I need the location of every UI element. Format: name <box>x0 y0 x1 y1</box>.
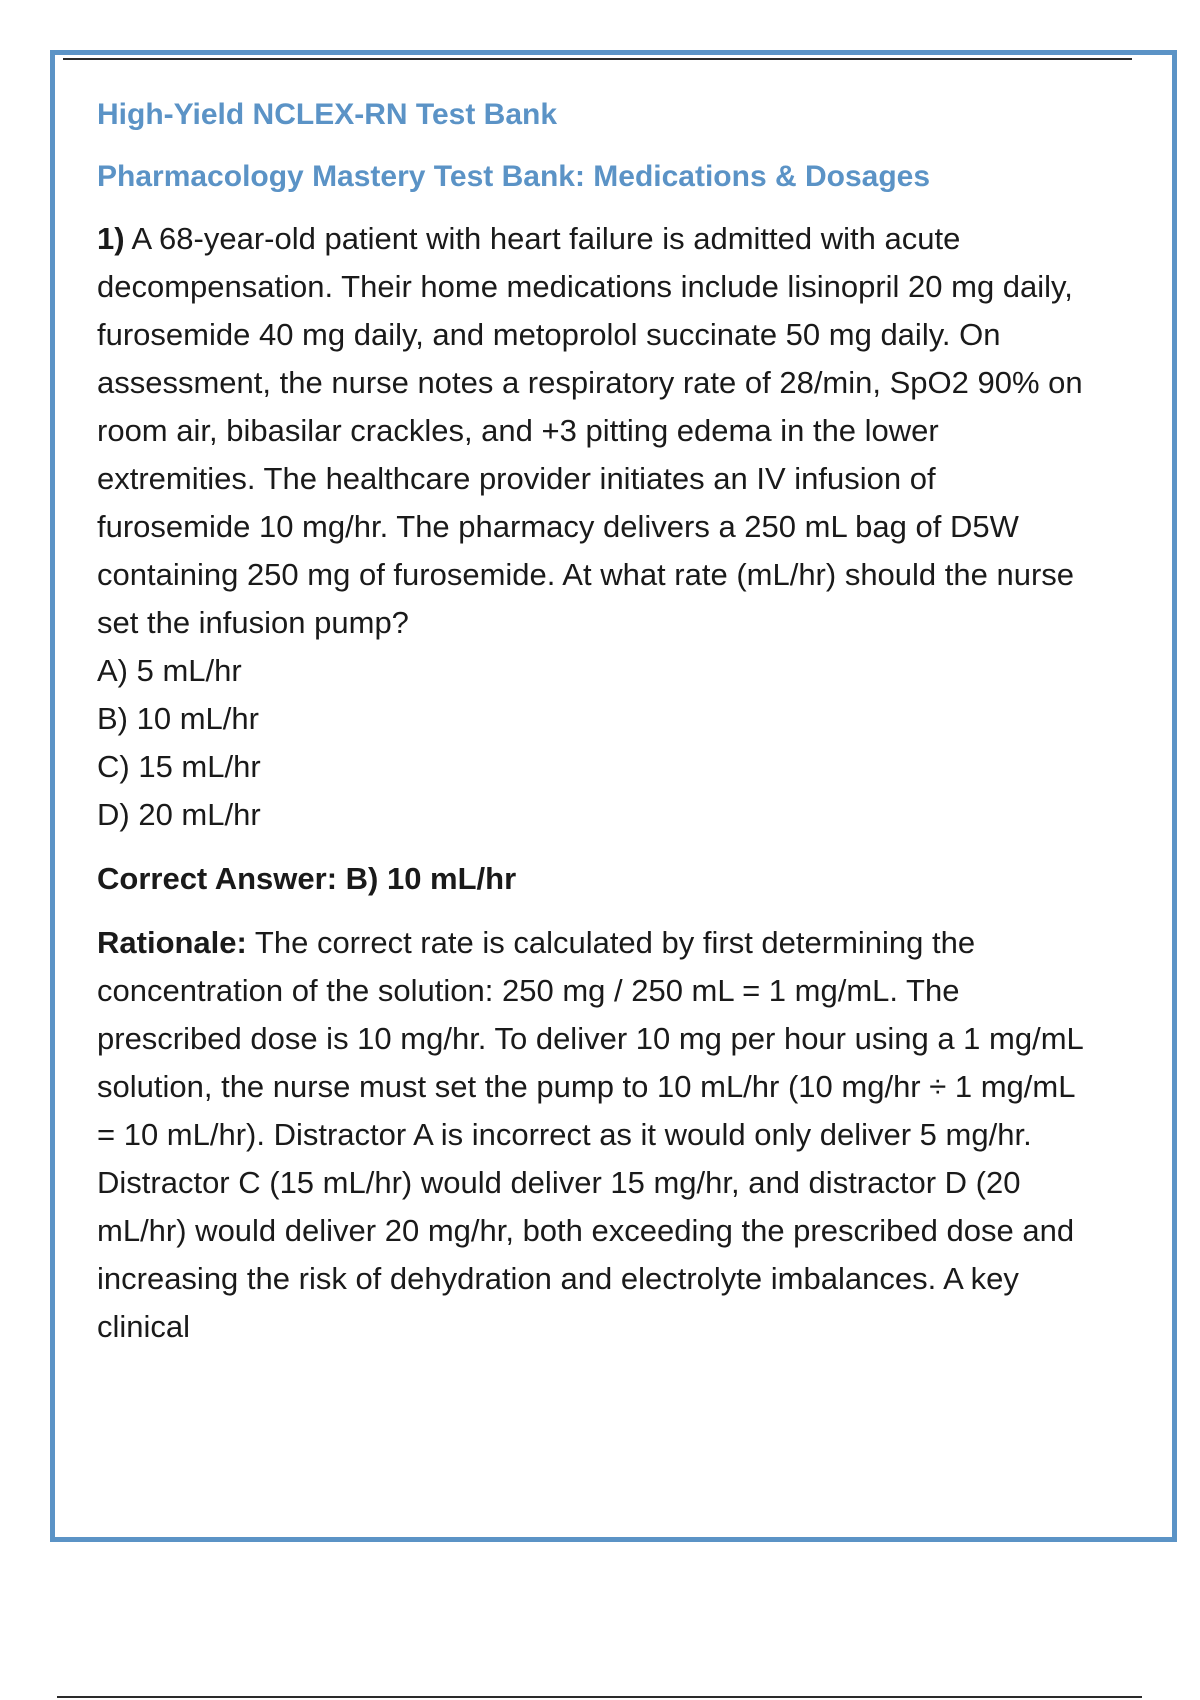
document-subtitle: Pharmacology Mastery Test Bank: Medications & Dosages <box>97 160 931 193</box>
rationale-label: Rationale: <box>97 925 247 960</box>
rationale <box>97 919 1087 1351</box>
document-content <box>97 95 1087 1351</box>
option-b: B) 10 mL/hr <box>97 701 259 736</box>
answer-options <box>97 647 1087 839</box>
document-title: High-Yield NCLEX-RN Test Bank <box>97 98 558 131</box>
question-body: A 68-year-old patient with heart failure is admitted with acute decompensation. Their home medications include lisinopril 20 mg daily, furosemide 40 mg daily, and metoprolol succinate 50 mg daily. On assessment, the nurse notes a respiratory rate of 28/min, SpO2 90% on room air, bibasilar crackles, and +3 pitting edema in the lower extremities. The healthcare provider initiates an IV infusion of furosemide 10 mg/hr. The pharmacy delivers a 250 mL bag of D5W containing 250 mg of furosemide. At what rate (mL/hr) should the nurse set the infusion pump? <box>97 221 1083 640</box>
question-number: 1) <box>97 221 125 256</box>
option-a: A) 5 mL/hr <box>97 653 242 688</box>
rationale-text: The correct rate is calculated by first determining the concentration of the solution: 250 mg / 250 mL = 1 mg/mL. The prescribed dose is 10 mg/hr. To deliver 10 mg per hour using a 1 mg/mL solution, the nurse must set the pump to 10 mL/hr (10 mg/hr ÷ 1 mg/mL = 10 mL/hr). Distractor A is incorrect as it would only deliver 5 mg/hr. Distractor C (15 mL/hr) would deliver 15 mg/hr, and distractor D (20 mL/hr) would deliver 20 mg/hr, both exceeding the prescribed dose and increasing the risk of dehydration and electrolyte imbalances. A key clinical <box>97 925 1083 1344</box>
footer-rule <box>57 1696 1142 1698</box>
correct-answer: Correct Answer: B) 10 mL/hr <box>97 861 517 896</box>
option-d: D) 20 mL/hr <box>97 797 261 832</box>
frame-top-rule <box>63 58 1132 60</box>
option-c: C) 15 mL/hr <box>97 749 261 784</box>
question-text <box>97 215 1087 647</box>
